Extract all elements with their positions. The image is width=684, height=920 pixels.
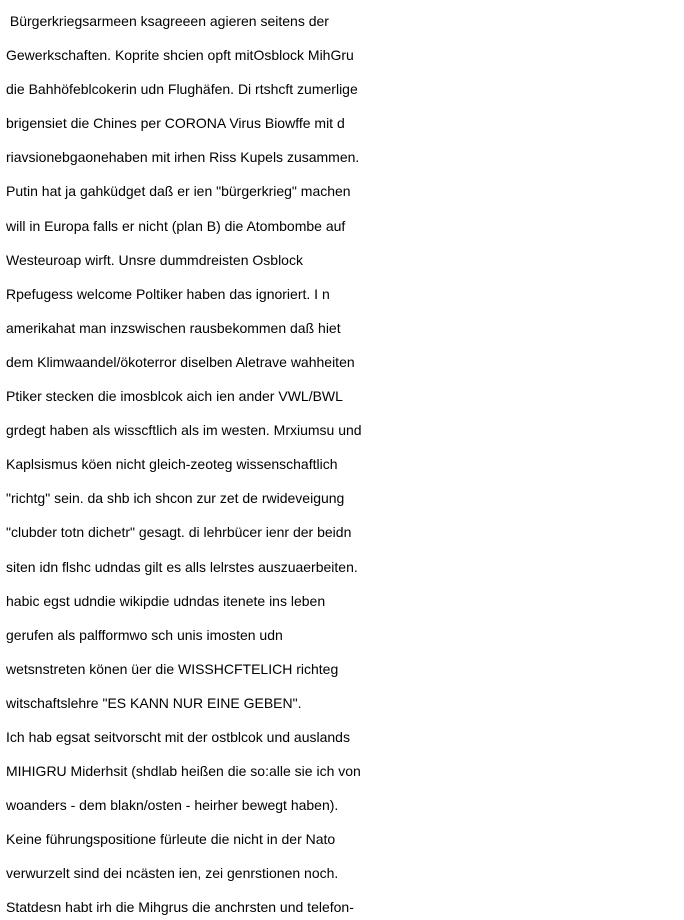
text-line: Ich hab egsat seitvorscht mit der ostblcok und auslands: [6, 728, 350, 745]
text-line: verwurzelt sind dei ncästen ien, zei genrstionen noch.: [6, 865, 339, 882]
text-line: grdegt haben als wisscftlich als im westen. Mrxiumsu und: [6, 422, 362, 439]
text-line: Putin hat ja gahküdget daß er ien "bürgerkrieg" machen: [6, 183, 351, 200]
text-line: Gewerkschaften. Koprite shcien opft mitOsblock MihGru: [6, 47, 354, 64]
document-text: [6, 4, 684, 920]
text-line: gerufen als palfformwo sch unis imosten udn: [6, 626, 283, 643]
text-line: riavsionebgaonehaben mit irhen Riss Kupels zusammen.: [6, 149, 360, 166]
text-line: Kaplsismus köen nicht gleich-zeoteg wissenschaftlich: [6, 456, 338, 473]
text-line: Ptiker stecken die imosblcok aich ien ander VWL/BWL: [6, 388, 343, 405]
text-line: siten idn flshc udndas gilt es alls lelrstes auszuaerbeiten.: [6, 558, 358, 575]
text-line: wetsnstreten könen üer die WISSHCFTELICH richteg: [6, 660, 339, 677]
text-line: die Bahhöfeblcokerin udn Flughäfen. Di rtshcft zumerlige: [6, 81, 358, 98]
text-line: woanders - dem blakn/osten - heirher bewegt haben).: [6, 797, 339, 814]
text-line: brigensiet die Chines per CORONA Virus Biowffe mit d: [6, 115, 345, 132]
text-line: MIHIGRU Miderhsit (shdlab heißen die so:alle sie ich von: [6, 763, 361, 780]
text-line: Bürgerkriegsarmeen ksagreeen agieren seitens der: [6, 13, 329, 29]
text-line: Keine führungspositione fürleute die nicht in der Nato: [6, 831, 336, 848]
text-line: amerikahat man inzswischen rausbekommen daß hiet: [6, 319, 341, 336]
text-line: habic egst udndie wikipdie udndas itenete ins leben: [6, 592, 326, 609]
text-line: dem Klimwaandel/ökoterror diselben Aletrave wahheiten: [6, 353, 355, 370]
text-line: will in Europa falls er nicht (plan B) die Atombombe auf: [6, 217, 346, 234]
text-line: Statdesn habt irh die Mihgrus die anchrsten und telefon-: [6, 899, 354, 916]
text-line: "richtg" sein. da shb ich shcon zur zet de rwideveigung: [6, 490, 345, 507]
text-line: witschaftslehre "ES KANN NUR EINE GEBEN".: [6, 694, 302, 711]
text-line: Westeuroap wirft. Unsre dummdreisten Osblock: [6, 251, 303, 268]
text-line: Rpefugess welcome Poltiker haben das ignoriert. I n: [6, 285, 330, 302]
text-line: "clubder totn dichetr" gesagt. di lehrbücer ienr der beidn: [6, 524, 352, 541]
